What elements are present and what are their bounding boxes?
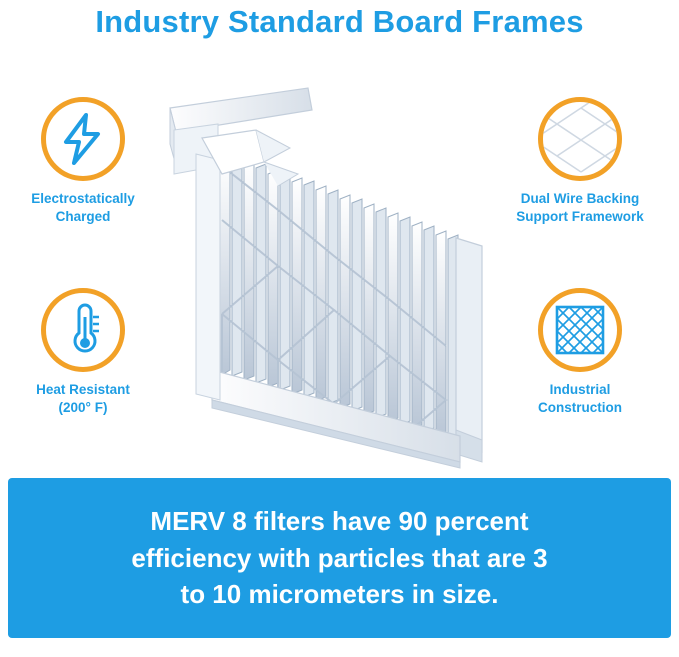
feature-label: [505, 190, 655, 226]
feature-icon-ring: [538, 288, 622, 372]
pleated-air-filter-illustration: [160, 70, 510, 470]
filter-svg: [160, 70, 510, 470]
banner-line-3: to 10 micrometers in size.: [180, 579, 499, 610]
feature-industrial-construction: [505, 288, 655, 417]
grid-mesh-square-icon: [543, 293, 617, 367]
feature-label-line2: (200° F): [58, 400, 108, 416]
banner-text: [105, 503, 573, 614]
banner-line-2: efficiency with particles that are 3: [131, 542, 548, 573]
feature-dual-wire-backing: [505, 97, 655, 226]
feature-label-line1: Industrial: [549, 382, 611, 397]
merv-rating-banner: [8, 478, 671, 638]
thermometer-icon: [61, 303, 105, 357]
feature-label: [505, 381, 655, 417]
feature-label: [8, 190, 158, 226]
feature-label-line1: Heat Resistant: [36, 382, 130, 397]
lightning-bolt-icon: [60, 113, 106, 165]
feature-label-line2: Construction: [538, 400, 622, 416]
wire-mesh-icon: [543, 102, 617, 176]
feature-label-line1: Dual Wire Backing: [520, 191, 640, 206]
feature-label-line2: Support Framework: [516, 209, 644, 225]
feature-label-line1: Electrostatically: [31, 191, 135, 206]
page-title: Industry Standard Board Frames: [95, 4, 584, 39]
feature-icon-ring: [41, 288, 125, 372]
feature-label: [8, 381, 158, 417]
feature-icon-ring: [538, 97, 622, 181]
banner-line-1: MERV 8 filters have 90 percent: [150, 505, 529, 536]
feature-icon-ring: [41, 97, 125, 181]
feature-label-line2: Charged: [55, 209, 111, 225]
feature-electrostatically-charged: [8, 97, 158, 226]
feature-heat-resistant: [8, 288, 158, 417]
